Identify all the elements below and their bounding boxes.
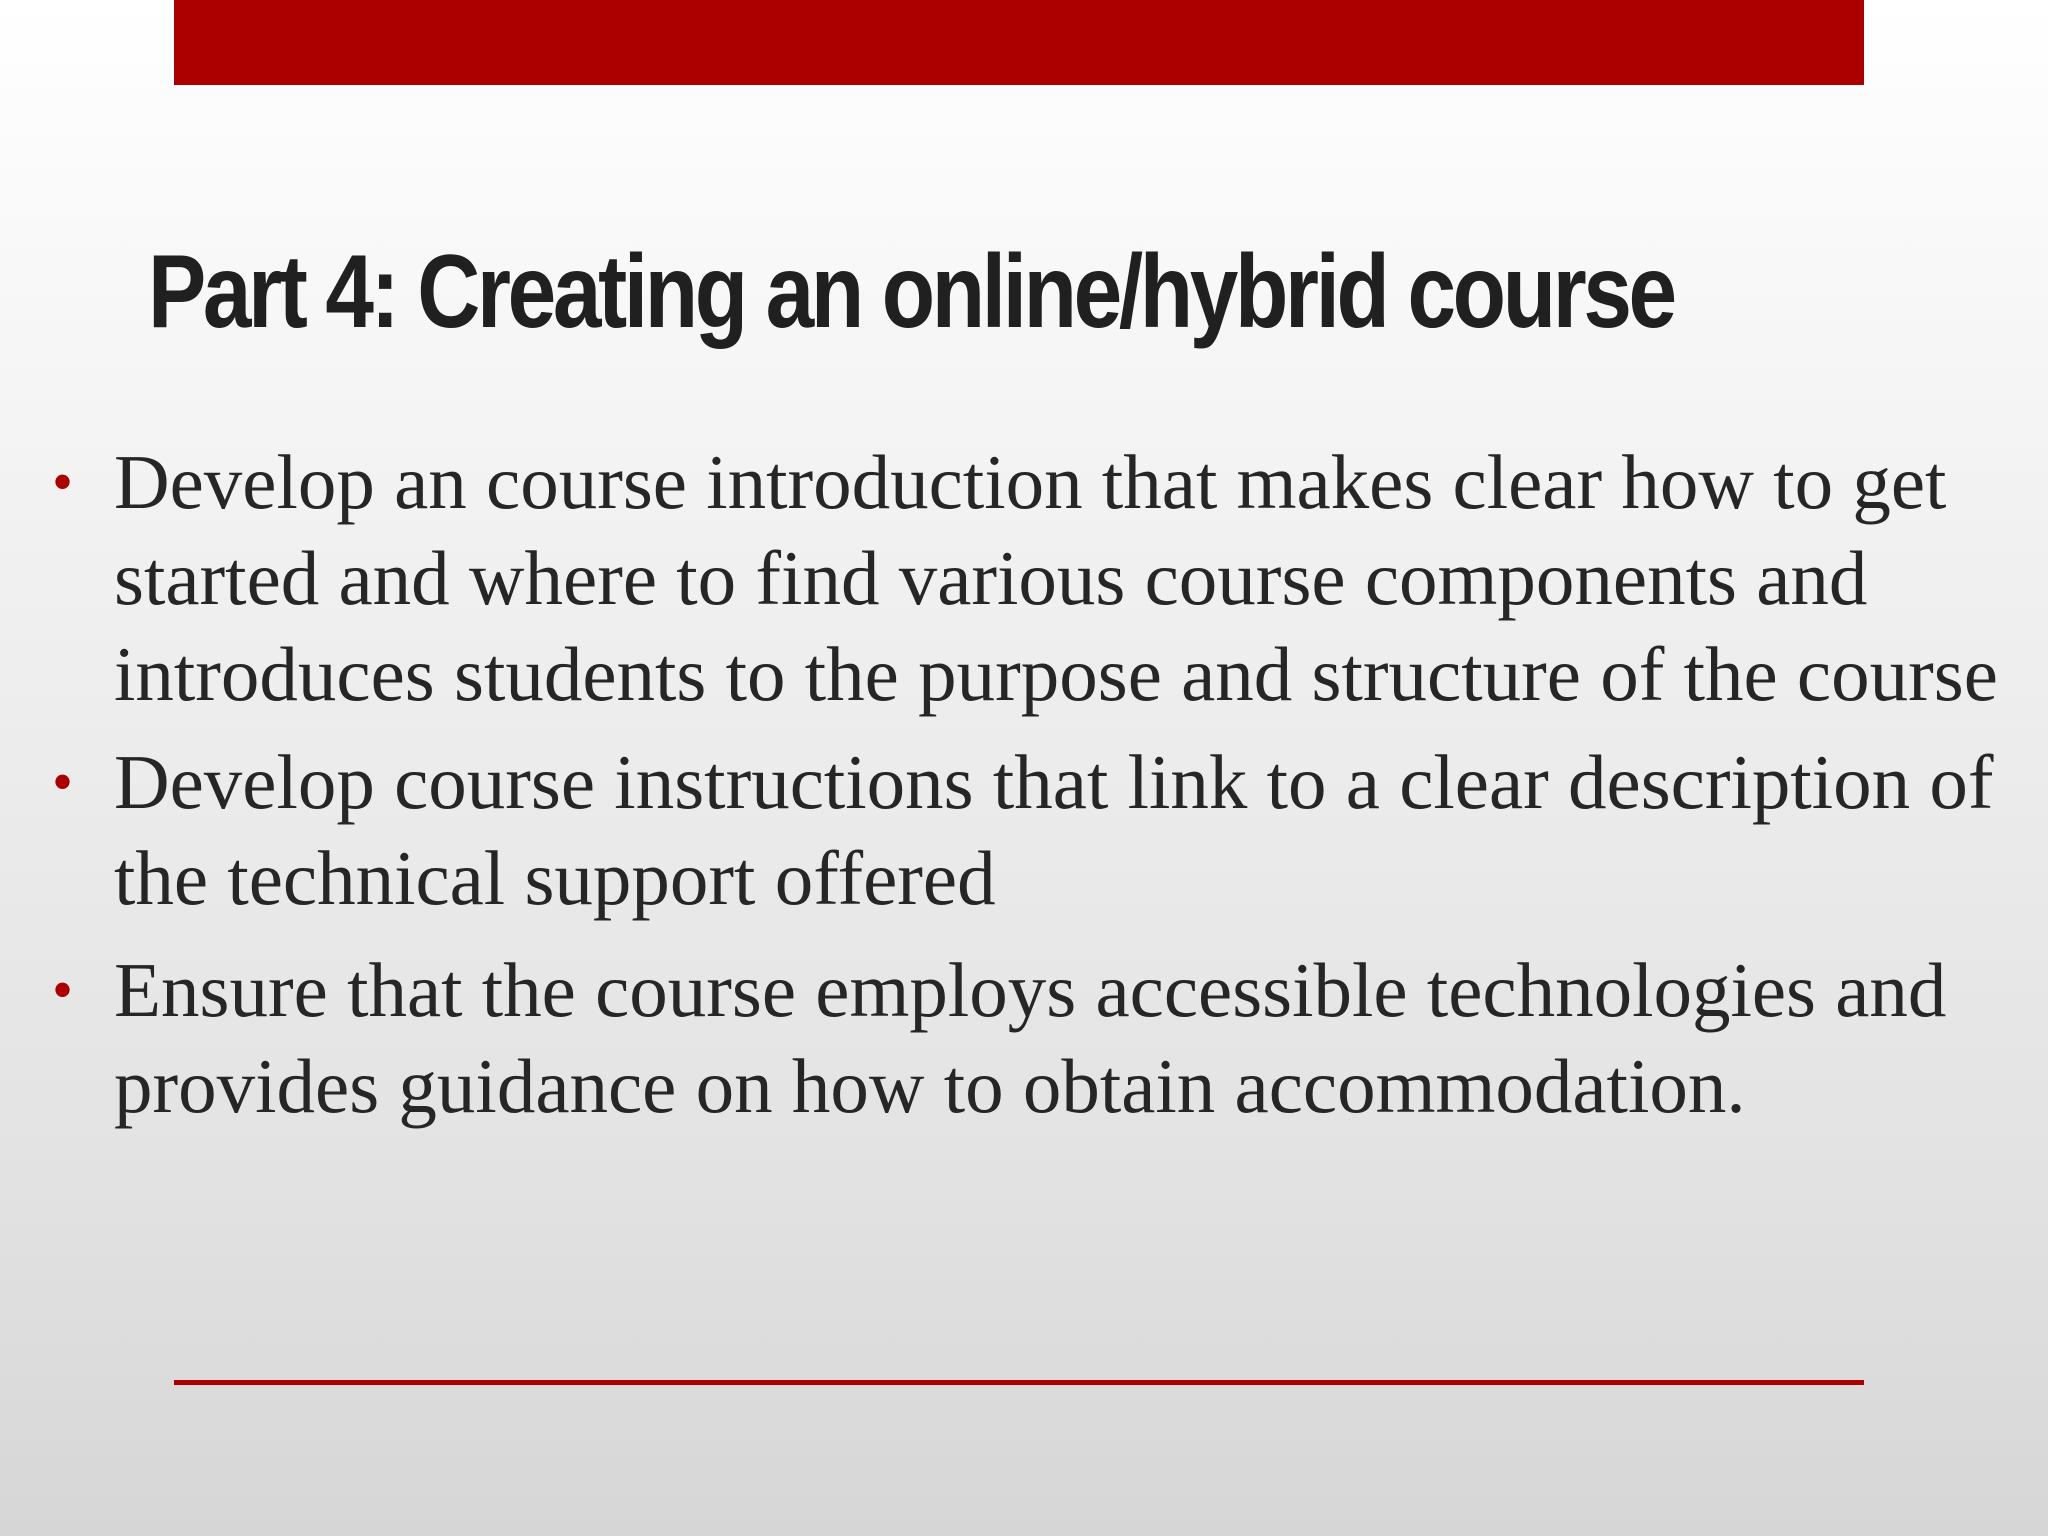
bullet-text: Develop course instructions that link to a clear description of the technical support offered	[114, 739, 1994, 921]
bullet-list	[0, 434, 2048, 1146]
top-accent-bar	[174, 0, 1864, 85]
bullet-icon: •	[52, 449, 74, 515]
bullet-icon: •	[52, 749, 74, 815]
bullet-item	[0, 434, 2048, 722]
bullet-item	[0, 734, 2048, 926]
bullet-item	[0, 942, 2048, 1134]
slide-title: Part 4: Creating an online/hybrid course	[148, 234, 1674, 350]
bullet-text: Develop an course introduction that makes clear how to get started and where to find various course components and introduces students to the purpose and structure of the course	[114, 439, 1998, 717]
bottom-divider	[174, 1380, 1864, 1385]
bullet-icon: •	[52, 957, 74, 1023]
bullet-text: Ensure that the course employs accessible technologies and provides guidance on how to obtain accommodation.	[114, 947, 1947, 1129]
